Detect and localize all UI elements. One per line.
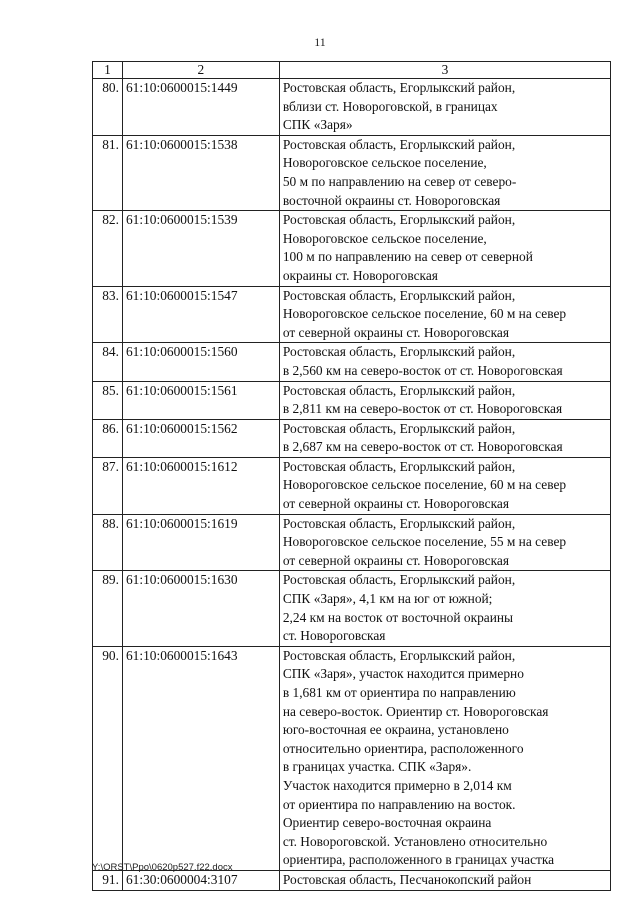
table-row [93,343,611,381]
cadastral-number: 61:10:0600015:1561 [122,381,279,419]
file-path-footer: Y:\ORST\Ppo\0620p527.f22.docx [92,862,233,873]
location-line: СПК «Заря», участок находится примерно [282,666,524,682]
row-number: 80. [93,79,123,136]
location-line: Ростовская область, Егорлыкский район, [282,344,516,360]
location-line: окраины ст. Новороговская [282,267,438,283]
location-line: Новороговское сельское поселение, 60 м на север [282,306,567,322]
location-line: от ориентира по направлению на восток. [282,796,516,812]
location-description [279,79,610,136]
location-description [279,514,610,571]
row-number: 88. [93,514,123,571]
location-line: в границах участка. СПК «Заря». [282,759,472,775]
row-number: 89. [93,571,123,646]
location-line: ст. Новороговской. Установлено относительно [282,833,548,849]
location-line: в 1,681 км от ориентира по направлению [282,685,516,700]
location-line: Ростовская область, Егорлыкский район, [282,572,516,588]
location-line: Ростовская область, Егорлыкский район, [282,212,516,228]
row-number: 84. [93,343,123,381]
table-header-row [93,62,611,79]
location-description [279,419,610,457]
location-description [279,343,610,381]
land-plot-table [92,61,611,891]
location-line: Ростовская область, Егорлыкский район, [282,458,516,474]
column-header-1: 1 [93,62,123,79]
table-row [93,457,611,514]
location-description [279,646,610,870]
location-line: ориентира, расположенного в границах участка [282,852,555,868]
location-line: 100 м по направлению на север от северной [282,249,533,265]
location-line: Ростовская область, Песчанокопский район [282,871,532,887]
row-number: 90. [93,646,123,870]
location-line: ст. Новороговская [282,628,386,644]
cadastral-number: 61:10:0600015:1547 [122,286,279,343]
location-line: Ориентир северо-восточная окраина [282,815,492,831]
location-line: Новороговское сельское поселение, [282,230,487,246]
table-row [93,646,611,870]
row-number: 81. [93,135,123,210]
location-description [279,135,610,210]
row-number: 82. [93,211,123,286]
column-header-3: 3 [279,62,610,79]
table-row [93,135,611,210]
cadastral-number: 61:10:0600015:1449 [122,79,279,136]
location-line: Ростовская область, Егорлыкский район, [282,382,516,398]
location-description [279,870,610,890]
location-line: на северо-восток. Ориентир ст. Новороговская [282,703,549,719]
location-line: Ростовская область, Егорлыкский район, [282,515,516,531]
location-line: СПК «Заря», 4,1 км на юг от южной; [282,591,493,607]
cadastral-number: 61:10:0600015:1560 [122,343,279,381]
location-line: вблизи ст. Новороговской, в границах [282,98,498,114]
location-line: в 2,811 км на северо-восток от ст. Новороговская [282,401,563,417]
location-line: в 2,560 км на северо-восток от ст. Новороговская [282,362,563,378]
column-header-2: 2 [122,62,279,79]
table-row [93,79,611,136]
location-line: Ростовская область, Егорлыкский район, [282,136,516,152]
location-line: от северной окраины ст. Новороговская [282,324,509,340]
table-row [93,286,611,343]
location-line: 2,24 км на восток от восточной окраины [282,609,514,625]
location-line: Новороговское сельское поселение, [282,155,487,171]
cadastral-number: 61:10:0600015:1539 [122,211,279,286]
location-description [279,571,610,646]
location-line: 50 м по направлению на север от северо- [282,173,517,189]
location-line: Ростовская область, Егорлыкский район, [282,647,516,663]
row-number: 85. [93,381,123,419]
location-line: от северной окраины ст. Новороговская [282,552,509,568]
location-description [279,286,610,343]
cadastral-number: 61:30:0600004:3107 [122,870,279,890]
location-description [279,211,610,286]
location-line: восточной окраины ст. Новороговская [282,192,501,208]
table-row [93,870,611,890]
location-line: юго-восточная ее окраина, установлено [282,722,509,738]
cadastral-number: 61:10:0600015:1643 [122,646,279,870]
cadastral-number: 61:10:0600015:1612 [122,457,279,514]
row-number: 83. [93,286,123,343]
location-line: Участок находится примерно в 2,014 км [282,777,512,793]
location-description [279,457,610,514]
table-row [93,381,611,419]
row-number: 86. [93,419,123,457]
location-line: Новороговское сельское поселение, 55 м на север [282,534,567,550]
cadastral-number: 61:10:0600015:1562 [122,419,279,457]
location-line: Ростовская область, Егорлыкский район, [282,420,516,436]
cadastral-number: 61:10:0600015:1538 [122,135,279,210]
table-row [93,571,611,646]
row-number: 91. [93,870,123,890]
location-line: относительно ориентира, расположенного [282,740,524,756]
location-line: в 2,687 км на северо-восток от ст. Новороговская [282,439,563,455]
location-line: Ростовская область, Егорлыкский район, [282,80,516,95]
location-description [279,381,610,419]
location-line: Ростовская область, Егорлыкский район, [282,287,516,303]
cadastral-number: 61:10:0600015:1619 [122,514,279,571]
table-row [93,419,611,457]
location-line: от северной окраины ст. Новороговская [282,496,509,512]
location-line: СПК «Заря» [282,117,353,133]
cadastral-number: 61:10:0600015:1630 [122,571,279,646]
table-row [93,514,611,571]
table-row [93,211,611,286]
table-body [93,79,611,891]
row-number: 87. [93,457,123,514]
location-line: Новороговское сельское поселение, 60 м на север [282,477,567,493]
page-number: 11 [314,35,326,49]
